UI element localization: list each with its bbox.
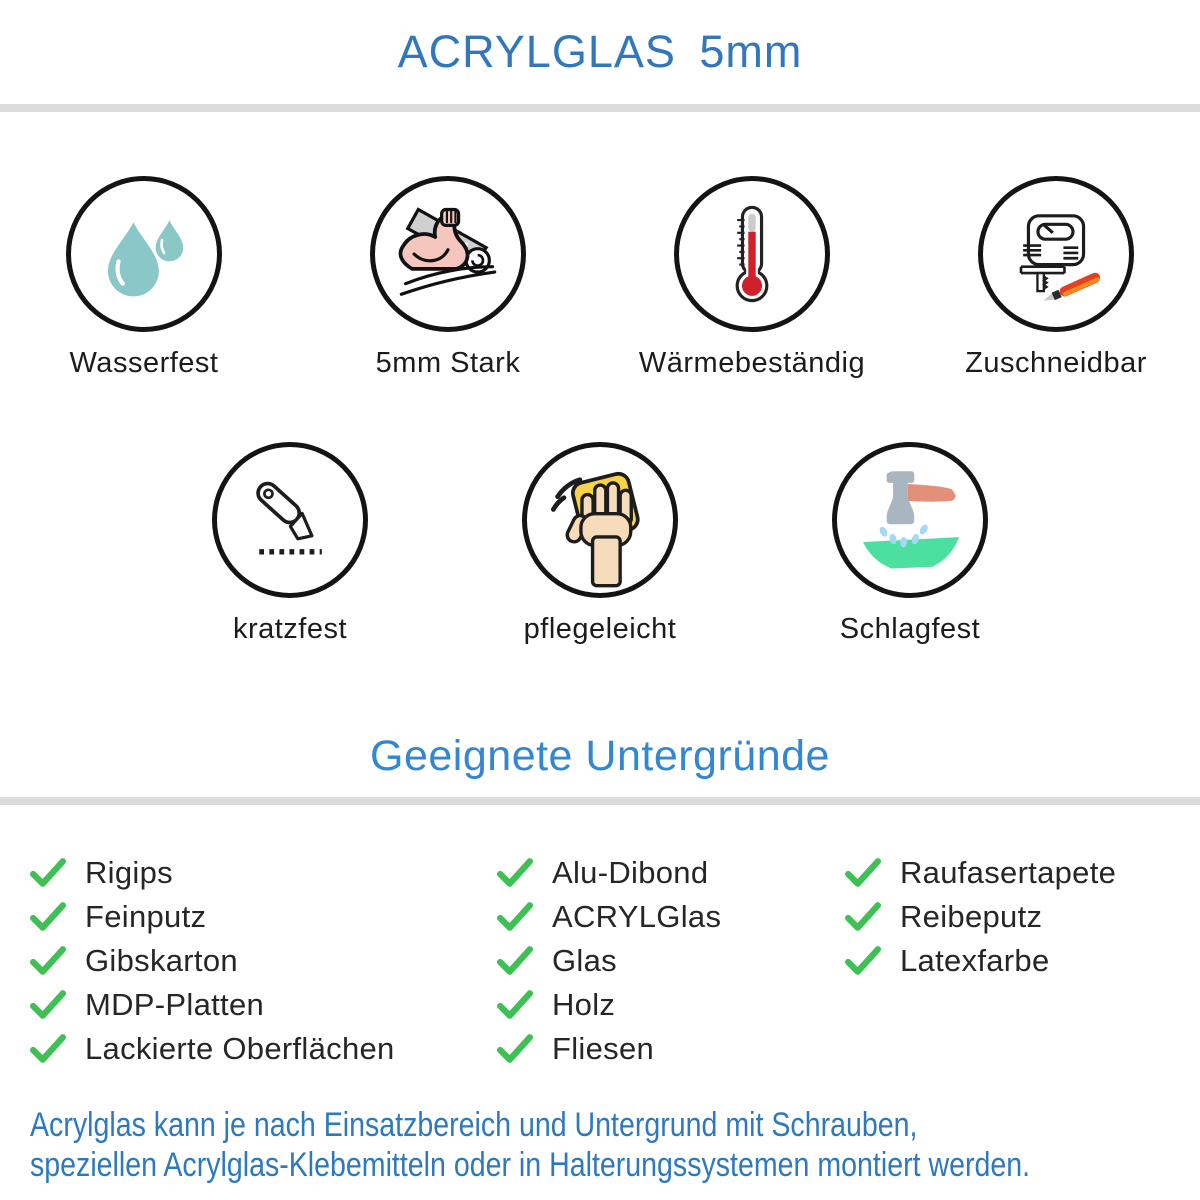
hammer-icon [857, 467, 963, 573]
feature-circle [832, 442, 988, 598]
feature-label: Zuschneidbar [965, 347, 1147, 379]
check-icon [497, 902, 533, 932]
substrate-item [497, 851, 845, 895]
feature-kratzfest [174, 442, 406, 646]
substrate-item [30, 983, 497, 1027]
substrate-item [497, 983, 845, 1027]
check-icon [30, 946, 66, 976]
feature-circle [370, 176, 526, 332]
check-icon [845, 946, 881, 976]
utility-knife-icon [237, 467, 343, 573]
substrate-item [845, 895, 1116, 939]
check-icon [845, 902, 881, 932]
feature-label: Wärmebeständig [638, 347, 866, 379]
feature-label: 5mm Stark [375, 347, 521, 379]
substrate-label: Gibskarton [85, 943, 238, 978]
substrate-label: Alu-Dibond [552, 855, 709, 890]
check-icon [30, 902, 66, 932]
feature-label: Wasserfest [69, 347, 219, 379]
substrate-item [30, 851, 497, 895]
feature-pflegeleicht [484, 442, 716, 646]
substrate-label: ACRYLGlas [552, 899, 722, 934]
substrate-label: Rigips [85, 855, 173, 890]
substrate-item [497, 939, 845, 983]
title-bar [0, 0, 1200, 104]
substrate-label: Latexfarbe [900, 943, 1050, 978]
features-row-2 [0, 442, 1200, 646]
section-divider [0, 104, 1200, 112]
substrate-item [30, 895, 497, 939]
feature-circle [978, 176, 1134, 332]
features-row-1 [0, 176, 1200, 380]
substrate-label: Raufasertapete [900, 855, 1117, 890]
substrate-label: Lackierte Oberflächen [85, 1031, 395, 1066]
mounting-note [30, 1105, 1200, 1185]
check-icon [30, 858, 66, 888]
substrates-heading: Geeignete Untergründe [370, 732, 830, 780]
substrate-label: Holz [552, 987, 616, 1022]
substrate-item [845, 939, 1116, 983]
feature-label: Schlagfest [839, 613, 981, 645]
check-icon [497, 946, 533, 976]
feature-circle [522, 442, 678, 598]
thermometer-icon [699, 201, 805, 307]
feature-circle [674, 176, 830, 332]
feature-label: kratzfest [232, 613, 348, 645]
check-icon [497, 990, 533, 1020]
mounting-note-line: Acrylglas kann je nach Einsatzbereich und Untergrund mit Schrauben, [30, 1106, 918, 1144]
substrates-column-3 [845, 851, 1116, 1071]
feature-circle [66, 176, 222, 332]
check-icon [30, 990, 66, 1020]
mounting-note-line: speziellen Acrylglas-Klebemitteln oder in Halterungssystemen montiert werden. [30, 1146, 1031, 1184]
substrate-item [30, 1027, 497, 1071]
water-drops-icon [91, 201, 197, 307]
check-icon [497, 1034, 533, 1064]
page-title: ACRYLGLAS 5mm [397, 26, 803, 77]
feature-label: pflegeleicht [523, 613, 677, 645]
feature-schlagfest [794, 442, 1026, 646]
muscle-arm-icon [395, 201, 501, 307]
substrates-list [0, 851, 1200, 1071]
feature-waermebestaendig [636, 176, 868, 380]
check-icon [30, 1034, 66, 1064]
substrate-item [497, 895, 845, 939]
substrate-item [497, 1027, 845, 1071]
substrate-label: Reibeputz [900, 899, 1043, 934]
feature-wasserfest [28, 176, 260, 380]
substrates-column-1 [30, 851, 497, 1071]
substrate-item [30, 939, 497, 983]
feature-circle [212, 442, 368, 598]
feature-zuschneidbar [940, 176, 1172, 380]
check-icon [497, 858, 533, 888]
substrate-label: Fliesen [552, 1031, 655, 1066]
substrate-label: Glas [552, 943, 617, 978]
jigsaw-cutter-icon [1003, 201, 1109, 307]
wiping-hand-icon [547, 467, 653, 573]
substrates-column-2 [497, 851, 845, 1071]
substrate-item [845, 851, 1116, 895]
substrate-label: Feinputz [85, 899, 207, 934]
section-divider [0, 797, 1200, 805]
substrate-label: MDP-Platten [85, 987, 265, 1022]
check-icon [845, 858, 881, 888]
feature-5mm-stark [332, 176, 564, 380]
